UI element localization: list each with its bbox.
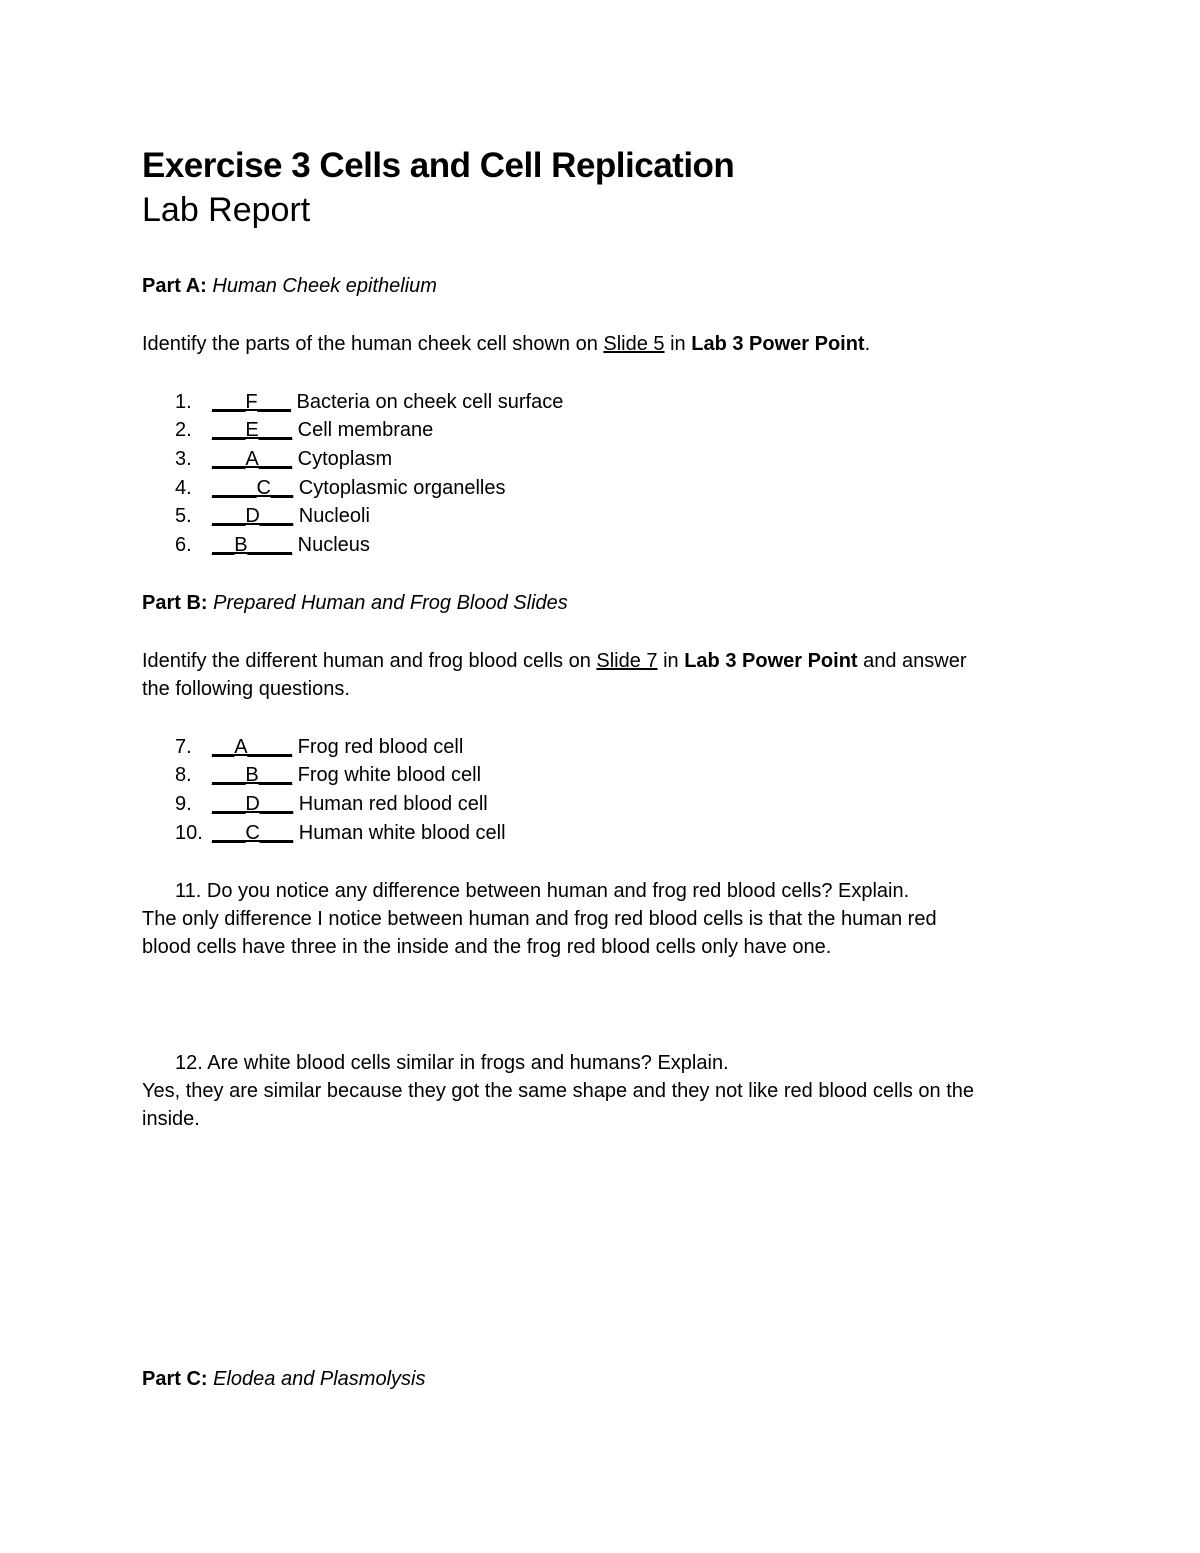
item-answer <box>212 416 433 444</box>
part-b-instruction-text: Identify the different human and frog blood cells on <box>142 650 597 672</box>
item-number: 4. <box>175 477 192 499</box>
part-c-name: Elodea and Plasmolysis <box>213 1368 426 1390</box>
item-answer <box>212 388 563 416</box>
part-b-heading <box>142 589 568 617</box>
part-a-source: Lab 3 Power Point <box>691 333 865 355</box>
item-answer <box>212 502 370 530</box>
answer-blank: ___D___ <box>212 793 294 815</box>
answer-blank: ___D___ <box>212 505 294 527</box>
item-number: 8. <box>175 764 192 786</box>
item-number: 1. <box>175 391 192 413</box>
answer-11-line-1: The only difference I notice between human and frog red blood cells is that the human red <box>142 908 937 930</box>
part-a-colon: : <box>200 275 213 297</box>
item-text: Human white blood cell <box>293 822 506 844</box>
part-b-instruction-mid: in <box>657 650 685 672</box>
item-text: Nucleoli <box>293 505 370 527</box>
part-c-heading <box>142 1365 425 1393</box>
item-text: Human red blood cell <box>293 793 488 815</box>
answer-11-line-2: blood cells have three in the inside and the frog red blood cells only have one. <box>142 936 832 958</box>
answer-blank: ___F___ <box>212 391 291 413</box>
question-11: 11. Do you notice any difference between human and frog red blood cells? Explain. <box>175 880 910 902</box>
item-answer <box>212 474 506 502</box>
answer-12-line-1: Yes, they are similar because they got the same shape and they not like red blood cells on the <box>142 1080 974 1102</box>
item-answer <box>212 445 392 473</box>
item-answer <box>212 790 488 818</box>
answer-blank: ___E___ <box>212 419 293 441</box>
item-text: Frog red blood cell <box>292 736 464 758</box>
item-answer <box>212 761 481 789</box>
part-b-slide-ref: Slide 7 <box>596 650 658 672</box>
answer-blank: __A____ <box>212 736 293 758</box>
document-title: Exercise 3 Cells and Cell Replication <box>142 146 735 185</box>
answer-12-line-2: inside. <box>142 1108 200 1130</box>
answer-blank: ___B___ <box>212 764 293 786</box>
item-number: 9. <box>175 793 192 815</box>
item-answer <box>212 819 506 847</box>
part-b-instruction <box>142 647 967 675</box>
item-number: 2. <box>175 419 192 441</box>
item-text: Cell membrane <box>292 419 434 441</box>
item-number: 3. <box>175 448 192 470</box>
item-number: 5. <box>175 505 192 527</box>
part-b-source: Lab 3 Power Point <box>684 650 858 672</box>
answer-blank: ___A___ <box>212 448 293 470</box>
item-number: 10. <box>175 822 203 844</box>
item-number: 7. <box>175 736 192 758</box>
part-a-label: Part A <box>142 275 201 297</box>
item-text: Nucleus <box>292 534 370 556</box>
item-answer <box>212 733 463 761</box>
item-text: Bacteria on cheek cell surface <box>290 391 564 413</box>
item-text: Cytoplasmic organelles <box>293 477 506 499</box>
part-a-instruction-end: . <box>864 333 871 355</box>
answer-blank: ___C___ <box>212 822 294 844</box>
part-a-heading <box>142 272 437 300</box>
item-text: Cytoplasm <box>292 448 393 470</box>
part-a-name: Human Cheek epithelium <box>212 275 437 297</box>
part-b-instruction-line2: the following questions. <box>142 678 350 700</box>
answer-blank: __B____ <box>212 534 293 556</box>
part-b-label: Part B <box>142 592 201 614</box>
part-c-label: Part C: <box>142 1368 208 1390</box>
part-a-instruction-text: Identify the parts of the human cheek cell shown on <box>142 333 604 355</box>
part-b-colon: : <box>200 592 214 614</box>
part-a-slide-ref: Slide 5 <box>603 333 665 355</box>
document-subtitle: Lab Report <box>142 191 311 229</box>
item-answer <box>212 531 370 559</box>
part-b-instruction-end: and answer <box>857 650 967 672</box>
part-a-instruction <box>142 330 870 358</box>
part-a-instruction-mid: in <box>664 333 692 355</box>
item-text: Frog white blood cell <box>292 764 482 786</box>
answer-blank: ____C__ <box>212 477 294 499</box>
question-12: 12. Are white blood cells similar in frogs and humans? Explain. <box>175 1052 729 1074</box>
item-number: 6. <box>175 534 192 556</box>
part-b-name: Prepared Human and Frog Blood Slides <box>213 592 568 614</box>
